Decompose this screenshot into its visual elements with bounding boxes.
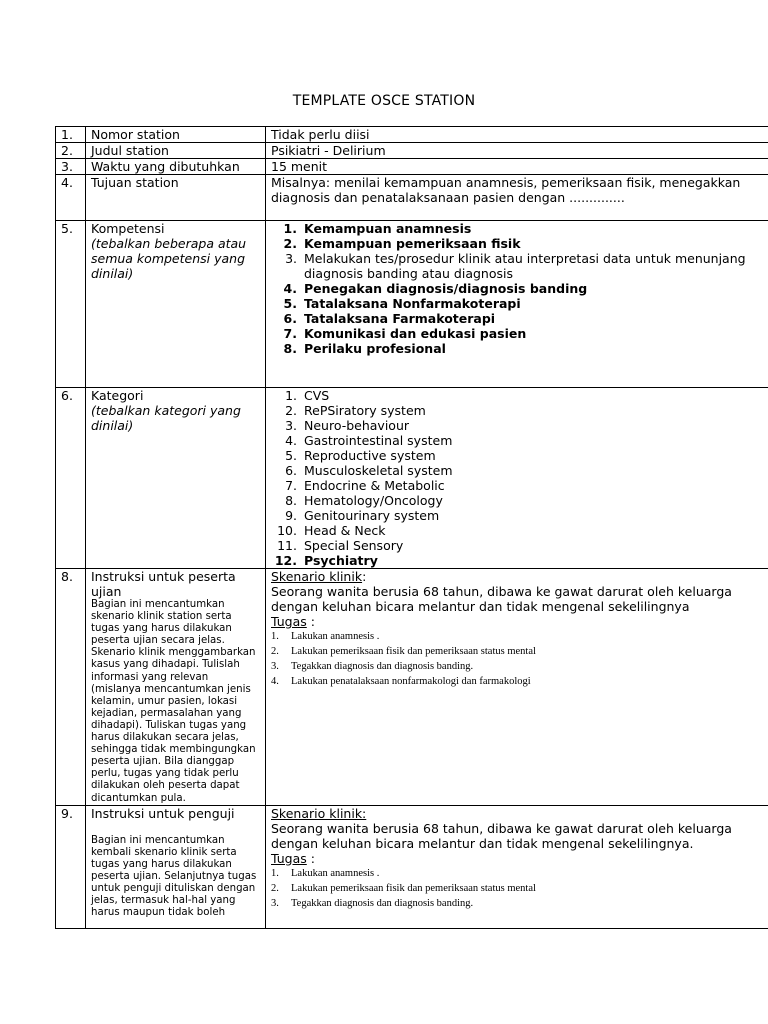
list-item-text: Penegakan diagnosis/diagnosis banding: [304, 281, 588, 296]
list-item: [271, 311, 766, 326]
list-item: [271, 296, 766, 311]
list-item: [271, 281, 766, 296]
list-item-number: 4.: [271, 676, 279, 687]
table-row: [56, 175, 768, 221]
task-list: [271, 866, 766, 911]
list-item-text: Genitourinary system: [304, 508, 440, 523]
tasks-heading: Tugas: [271, 614, 307, 629]
table-row: [56, 143, 768, 159]
scenario-heading: Skenario klinik:: [271, 805, 367, 821]
list-item-text: Melakukan tes/prosedur klinik atau interpretasi data untuk menunjang diagnosis banding atau diagnosis: [304, 251, 746, 281]
list-item-number: 5.: [283, 296, 297, 311]
list-item-text: Tegakkan diagnosis dan diagnosis banding.: [291, 897, 474, 909]
list-item-text: Gastrointestinal system: [304, 433, 453, 448]
row-number: 5.: [56, 221, 86, 388]
row-label: Kompetensi: [91, 221, 165, 236]
list-item-text: Special Sensory: [304, 538, 404, 553]
row-note: (tebalkan kategori yang dinilai): [91, 403, 241, 433]
list-item-number: 1.: [283, 221, 297, 236]
row-number: 1.: [56, 127, 86, 143]
list-item: [271, 251, 766, 281]
list-item-number: 1.: [271, 631, 279, 642]
list-item: [271, 538, 766, 553]
list-item-text: Lakukan anamnesis .: [291, 867, 380, 879]
list-item-text: Kemampuan pemeriksaan fisik: [304, 236, 521, 251]
category-cell: [266, 388, 768, 569]
list-item-number: 6.: [285, 463, 297, 478]
row-label-cell: [86, 388, 266, 569]
list-item: [271, 523, 766, 538]
row-value: Tidak perlu diisi: [266, 127, 768, 143]
table-row: [56, 127, 768, 143]
list-item-number: 2.: [271, 882, 279, 894]
list-item-text: Reproductive system: [304, 448, 436, 463]
list-item: [271, 341, 766, 356]
list-item-text: Komunikasi dan edukasi pasien: [304, 326, 527, 341]
list-item-number: 10.: [277, 523, 297, 538]
list-item-number: 1.: [285, 388, 297, 403]
table-row: [56, 221, 768, 388]
row-note: Bagian ini mencantumkan kembali skenario klinik serta tugas yang harus dilakukan peserta ujian. Selanjutnya tugas untuk penguji dituliskan dengan jelas, termasuk hal-hal yang harus maupun tidak boleh: [91, 834, 257, 919]
row-number: 9.: [56, 805, 86, 928]
list-item-text: Hematology/Oncology: [304, 493, 443, 508]
list-item-number: 2.: [285, 403, 297, 418]
row-label: Waktu yang dibutuhkan: [86, 159, 266, 175]
tasks-colon: :: [306, 614, 315, 629]
list-item-number: 7.: [285, 478, 297, 493]
row-value: 15 menit: [266, 159, 768, 175]
row-number: 4.: [56, 175, 86, 221]
list-item-number: 2.: [283, 236, 297, 251]
list-item-number: 8.: [283, 341, 297, 356]
list-item: [271, 881, 766, 896]
row-note: Bagian ini mencantumkan skenario klinik station serta tugas yang harus dilakukan peserta ujian secara jelas. Skenario klinik menggambarkan kasus yang dihadapi. Tulislah informasi yang relevan (mislanya mencantumkan jenis kelamin, umur pasien, lokasi kejadian, permasalahan yang dihadapi). Tuliskan tugas yang harus dilakukan secara jelas, sehingga tidak membingungkan peserta ujian. Bila dianggap perlu, tugas yang tidak perlu dilakukan oleh peserta dapat dicantumkan pula.: [91, 599, 256, 804]
competency-list: [271, 221, 766, 356]
list-item: [271, 478, 766, 493]
list-item-number: 6.: [283, 311, 297, 326]
list-item: [271, 463, 766, 478]
list-item-text: Musculoskeletal system: [304, 463, 453, 478]
row-label-cell: [86, 221, 266, 388]
list-item-text: Tegakkan diagnosis dan diagnosis banding.: [291, 661, 474, 672]
list-item-number: 3.: [271, 661, 279, 672]
list-item-number: 3.: [285, 418, 297, 433]
list-item-number: 8.: [285, 493, 297, 508]
list-item-number: 5.: [285, 448, 297, 463]
list-item-number: 3.: [285, 251, 297, 266]
list-item: [271, 674, 766, 689]
task-list: [271, 629, 766, 689]
scenario-colon: :: [362, 569, 367, 584]
list-item-number: 11.: [277, 538, 297, 553]
list-item: [271, 418, 766, 433]
list-item-text: CVS: [304, 388, 330, 403]
list-item-text: Lakukan pemeriksaan fisik dan pemeriksaan status mental: [291, 646, 536, 657]
list-item: [271, 508, 766, 523]
list-item-number: 1.: [271, 867, 279, 879]
list-item-number: 3.: [271, 897, 279, 909]
row-value: Misalnya: menilai kemampuan anamnesis, pemeriksaan fisik, menegakkan diagnosis dan penatalaksanaan pasien dengan ..............: [266, 175, 768, 221]
scenario-text: Seorang wanita berusia 68 tahun, dibawa ke gawat darurat oleh keluarga dengan keluhan bicara melantur dan tidak mengenal sekelilingnya.: [271, 820, 732, 851]
row-label: Tujuan station: [86, 175, 266, 221]
row-value: Psikiatri - Delirium: [266, 143, 768, 159]
row-label-cell: [86, 569, 266, 806]
list-item: [271, 236, 766, 251]
instruction-cell: [266, 805, 768, 928]
tasks-colon: :: [306, 850, 315, 866]
list-item-text: Lakukan pemeriksaan fisik dan pemeriksaan status mental: [291, 882, 536, 894]
list-item-text: Head & Neck: [304, 523, 386, 538]
list-item-text: Perilaku profesional: [304, 341, 446, 356]
table-row: [56, 569, 768, 806]
list-item-number: 9.: [285, 508, 297, 523]
row-number: 2.: [56, 143, 86, 159]
tasks-heading: Tugas: [271, 850, 307, 866]
list-item-text: Psychiatry: [304, 553, 378, 568]
row-label: Instruksi untuk penguji: [91, 805, 235, 821]
list-item-number: 4.: [285, 433, 297, 448]
list-item: [271, 644, 766, 659]
list-item-number: 2.: [271, 646, 279, 657]
list-item: [271, 326, 766, 341]
row-label: Instruksi untuk peserta ujian: [91, 569, 236, 599]
row-label: Judul station: [86, 143, 266, 159]
list-item-text: Endocrine & Metabolic: [304, 478, 445, 493]
instruction-cell: [266, 569, 768, 806]
list-item: [271, 629, 766, 644]
list-item-text: Lakukan anamnesis .: [291, 631, 380, 642]
row-label: Nomor station: [86, 127, 266, 143]
list-item-number: 7.: [283, 326, 297, 341]
list-item-number: 12.: [274, 553, 297, 568]
list-item: [271, 659, 766, 674]
category-list: [271, 388, 766, 568]
table-row: [56, 805, 768, 928]
row-label: Kategori: [91, 388, 144, 403]
list-item: [271, 388, 766, 403]
list-item: [271, 221, 766, 236]
list-item-text: Neuro-behaviour: [304, 418, 410, 433]
competency-cell: [266, 221, 768, 388]
list-item-text: Lakukan penatalaksaan nonfarmakologi dan farmakologi: [291, 676, 531, 687]
scenario-text: Seorang wanita berusia 68 tahun, dibawa ke gawat darurat oleh keluarga dengan keluhan bicara melantur dan tidak mengenal sekelilingnya: [271, 584, 732, 614]
row-label-cell: [86, 805, 266, 928]
osce-table: [55, 126, 768, 929]
row-number: 6.: [56, 388, 86, 569]
table-row: [56, 388, 768, 569]
list-item: [271, 553, 766, 568]
list-item: [271, 896, 766, 911]
list-item-text: Tatalaksana Farmakoterapi: [304, 311, 496, 326]
list-item-text: RePSiratory system: [304, 403, 426, 418]
list-item: [271, 433, 766, 448]
document-title: TEMPLATE OSCE STATION: [292, 93, 476, 109]
table-row: [56, 159, 768, 175]
row-note: (tebalkan beberapa atau semua kompetensi yang dinilai): [91, 236, 247, 281]
list-item-text: Tatalaksana Nonfarmakoterapi: [304, 296, 521, 311]
list-item-number: 4.: [283, 281, 297, 296]
list-item: [271, 866, 766, 881]
list-item: [271, 403, 766, 418]
list-item-text: Kemampuan anamnesis: [304, 221, 472, 236]
row-number: 3.: [56, 159, 86, 175]
list-item: [271, 493, 766, 508]
scenario-heading: Skenario klinik: [271, 569, 363, 584]
list-item: [271, 448, 766, 463]
row-number: 8.: [56, 569, 86, 806]
